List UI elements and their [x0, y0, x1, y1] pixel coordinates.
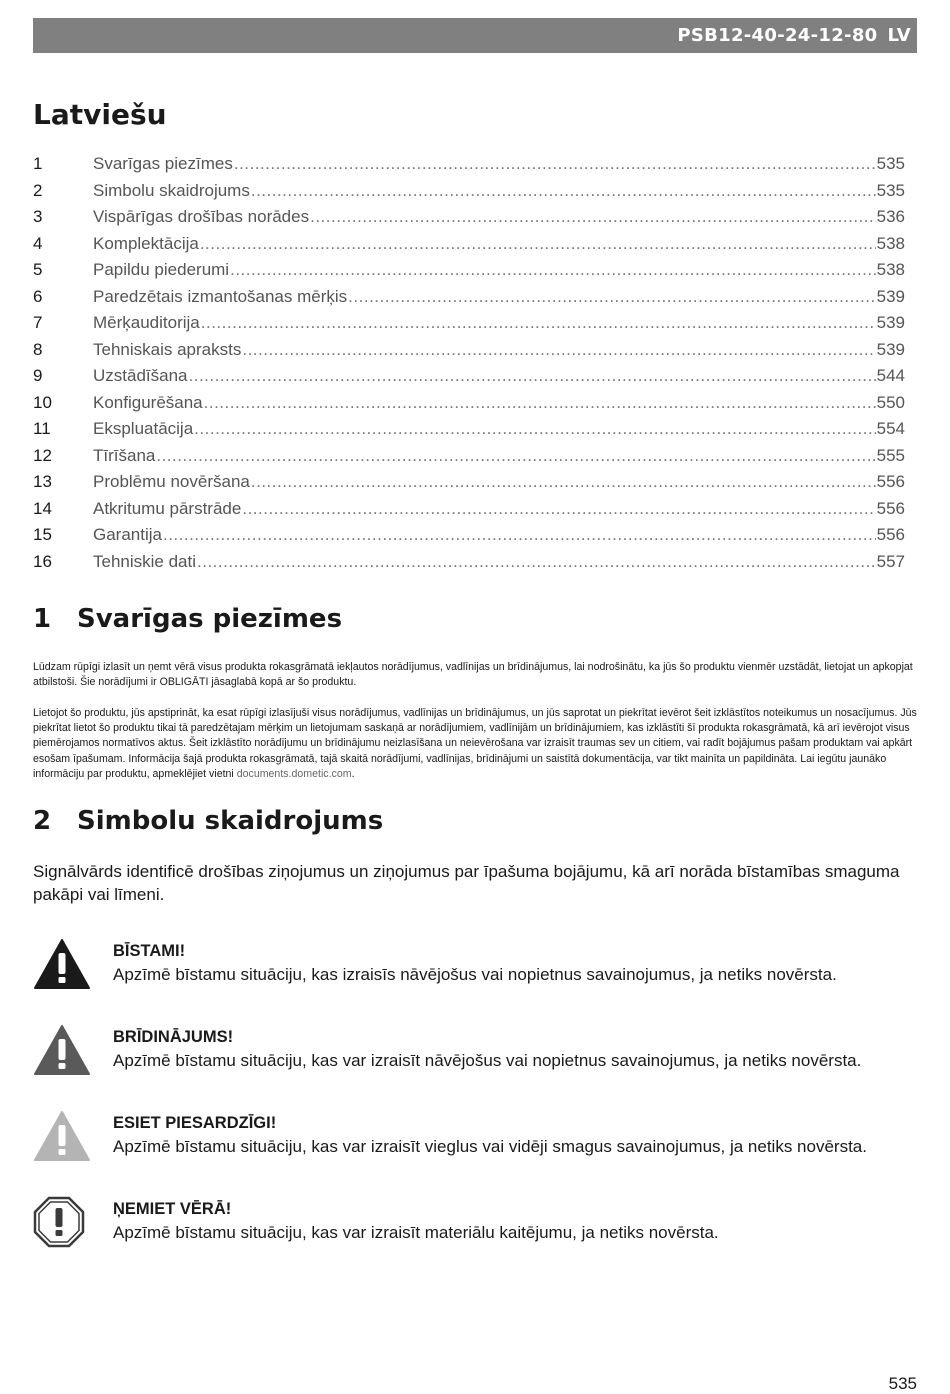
toc-row[interactable]	[33, 154, 905, 181]
toc-title[interactable]: Tehniskais apraksts	[93, 339, 242, 359]
toc-leader	[201, 313, 876, 333]
toc-number: 3	[33, 207, 43, 226]
toc-page-number: 538	[876, 260, 905, 279]
toc-number: 10	[33, 392, 52, 412]
toc-number: 9	[33, 366, 43, 385]
toc-number: 4	[33, 233, 43, 253]
important-notes-paragraph-2	[33, 706, 917, 782]
toc-page-number: 535	[876, 154, 905, 173]
toc-row[interactable]	[33, 393, 905, 420]
symbols-intro: Signālvārds identificē drošības ziņojumus un ziņojumus par īpašuma bojājumu, kā arī norāda bīstamības smaguma pakāpi vai līmeni.	[33, 862, 900, 904]
toc-leader	[204, 393, 876, 413]
toc-leader	[251, 472, 876, 492]
toc-title[interactable]: Vispārīgas drošības norādes	[93, 207, 310, 226]
paragraph-2-end: .	[351, 767, 355, 780]
toc-title[interactable]: Svarīgas piezīmes	[93, 154, 233, 173]
header-language: LV	[887, 25, 911, 46]
toc-row[interactable]	[33, 234, 905, 261]
toc-leader	[156, 446, 875, 466]
signal-desc-warning: Apzīmē bīstamu situāciju, kas var izraisīt nāvējošus vai nopietnus savainojumus, ja netiks novērsta.	[113, 1051, 862, 1070]
toc-title[interactable]: Ekspluatācija	[93, 419, 194, 438]
toc-page-number: 539	[876, 313, 905, 332]
toc-number: 14	[33, 498, 52, 518]
signal-danger	[33, 938, 917, 998]
header-bar	[33, 18, 917, 53]
toc-page-number: 539	[876, 286, 905, 306]
toc-row[interactable]	[33, 552, 905, 579]
toc-leader	[234, 154, 876, 174]
caution-triangle-icon	[33, 1110, 91, 1162]
toc-row[interactable]	[33, 313, 905, 340]
section-2-number: 2	[33, 806, 52, 836]
toc-row[interactable]	[33, 260, 905, 287]
toc-leader	[348, 287, 875, 307]
section-2-title: Simbolu skaidrojums	[77, 806, 384, 836]
toc-page-number: 556	[876, 525, 905, 544]
section-1-heading	[33, 604, 342, 634]
toc-page-number: 544	[876, 366, 905, 385]
toc-number: 7	[33, 313, 43, 332]
toc-title[interactable]: Komplektācija	[93, 233, 199, 253]
toc-number: 13	[33, 472, 52, 491]
section-1-number: 1	[33, 604, 52, 634]
toc-row[interactable]	[33, 446, 905, 473]
toc-row[interactable]	[33, 472, 905, 499]
language-title: Latviešu	[33, 98, 167, 131]
toc-number: 2	[33, 180, 43, 200]
toc-title[interactable]: Paredzētais izmantošanas mērķis	[93, 286, 348, 306]
toc-row[interactable]	[33, 340, 905, 367]
toc-row[interactable]	[33, 499, 905, 526]
toc-page-number: 550	[876, 392, 905, 412]
toc-page-number: 536	[876, 207, 905, 226]
toc-page-number: 556	[876, 498, 905, 518]
toc-leader	[242, 340, 875, 360]
toc-page-number: 557	[876, 551, 905, 571]
signal-notice	[33, 1196, 917, 1256]
signal-desc-danger: Apzīmē bīstamu situāciju, kas izraisīs nāvējošus vai nopietnus savainojumus, ja netiks novērsta.	[113, 965, 837, 984]
toc-title[interactable]: Tehniskie dati	[93, 551, 197, 571]
toc-number: 5	[33, 260, 43, 279]
toc-leader	[230, 260, 876, 280]
toc-leader	[242, 499, 875, 519]
toc-title[interactable]: Atkritumu pārstrāde	[93, 498, 242, 518]
signal-caution	[33, 1110, 917, 1170]
documents-link[interactable]: documents.dometic.com	[236, 767, 352, 780]
page-number: 535	[888, 1374, 917, 1393]
toc-leader	[200, 234, 876, 254]
toc-row[interactable]	[33, 287, 905, 314]
toc-page-number: 555	[876, 445, 905, 465]
signal-word-warning: BRĪDINĀJUMS!	[113, 1028, 234, 1046]
toc-number: 11	[33, 419, 51, 438]
toc-title[interactable]: Garantija	[93, 525, 162, 544]
toc-title[interactable]: Problēmu novēršana	[93, 472, 250, 491]
toc-title[interactable]: Papildu piederumi	[93, 260, 230, 279]
toc-leader	[189, 366, 876, 386]
toc-leader	[310, 207, 876, 227]
toc-title[interactable]: Simbolu skaidrojums	[93, 180, 250, 200]
toc-page-number: 538	[876, 233, 905, 253]
toc-title[interactable]: Konfigurēšana	[93, 392, 203, 412]
toc-number: 6	[33, 286, 43, 306]
toc-leader	[194, 419, 875, 439]
danger-triangle-icon	[33, 938, 91, 990]
important-notes-paragraph-2-text: Lietojot šo produktu, jūs apstiprināt, ka esat rūpīgi izlasījuši visus norādījumus, vadlīnijas un brīdinājumus, un jūs saprotat un piekrītat ievērot šeit izklāstītos noteikumus un nosacījumus. Jūs piekrītat lietot šo produktu tikai tā paredzētajam mērķim un lietojumam saskaņā ar norādījumiem, vadlīnijām un brīdinājumiem, kas izklāstīti šī produkta rokasgrāmatā, kā arī ievērojot visus piemērojamos normatīvos aktus. Šeit izklāstīto norādījumu un brīdinājumu neizlasīšana un neievērošana var izraisīt traumas sev un citiem, vai radīt bojājumus pašam produktam vai apkārt esošam īpašumam. Informācija šajā produkta rokasgrāmatā, tajā skaitā norādījumi, vadlīnijas, brīdinājumi un saistītā dokumentācija, var tikt mainīta un papildināta. Lai iegūtu jaunāko informāciju par produktu, apmeklējiet vietni	[33, 707, 917, 780]
toc-leader	[197, 552, 876, 572]
signal-word-danger: BĪSTAMI!	[113, 942, 186, 960]
toc-leader	[251, 181, 876, 201]
toc-page-number: 556	[876, 472, 905, 491]
toc-number: 15	[33, 525, 52, 544]
toc-number: 8	[33, 339, 43, 359]
toc-title[interactable]: Uzstādīšana	[93, 366, 188, 385]
toc-title[interactable]: Mērķauditorija	[93, 313, 200, 332]
toc-row[interactable]	[33, 419, 905, 446]
section-1-title: Svarīgas piezīmes	[77, 604, 343, 634]
toc-page-number: 539	[876, 339, 905, 359]
signal-word-notice: ŅEMIET VĒRĀ!	[113, 1200, 232, 1218]
signal-desc-notice: Apzīmē bīstamu situāciju, kas var izraisīt materiālu kaitējumu, ja netiks novērsta.	[113, 1223, 719, 1242]
toc-number: 1	[33, 154, 43, 173]
toc-number: 16	[33, 551, 52, 571]
signal-word-caution: ESIET PIESARDZĪGI!	[113, 1114, 277, 1132]
toc-row[interactable]	[33, 525, 905, 552]
toc-page-number: 554	[876, 419, 905, 438]
table-of-contents	[33, 154, 905, 578]
important-notes-paragraph-1: Lūdzam rūpīgi izlasīt un ņemt vērā visus produkta rokasgrāmatā iekļautos norādījumus, vadlīnijas un brīdinājumus, lai nodrošinātu, ka jūs šo produktu vienmēr uzstādāt, lietojat un apkopjat atbilstoši. Šie norādījumi ir OBLIGĀTI jāsaglabā kopā ar šo produktu.	[33, 661, 913, 689]
toc-leader	[163, 525, 876, 545]
notice-octagon-icon	[33, 1196, 85, 1248]
toc-row[interactable]	[33, 207, 905, 234]
toc-page-number: 535	[876, 180, 905, 200]
toc-title[interactable]: Tīrīšana	[93, 445, 156, 465]
signal-desc-caution: Apzīmē bīstamu situāciju, kas var izraisīt vieglus vai vidēji smagus savainojumus, ja netiks novērsta.	[113, 1137, 867, 1156]
section-2-heading	[33, 806, 383, 836]
signal-warning	[33, 1024, 917, 1084]
toc-row[interactable]	[33, 366, 905, 393]
toc-number: 12	[33, 445, 52, 465]
toc-row[interactable]	[33, 181, 905, 208]
header-model: PSB12-40-24-12-80	[677, 25, 878, 46]
warning-triangle-icon	[33, 1024, 91, 1076]
